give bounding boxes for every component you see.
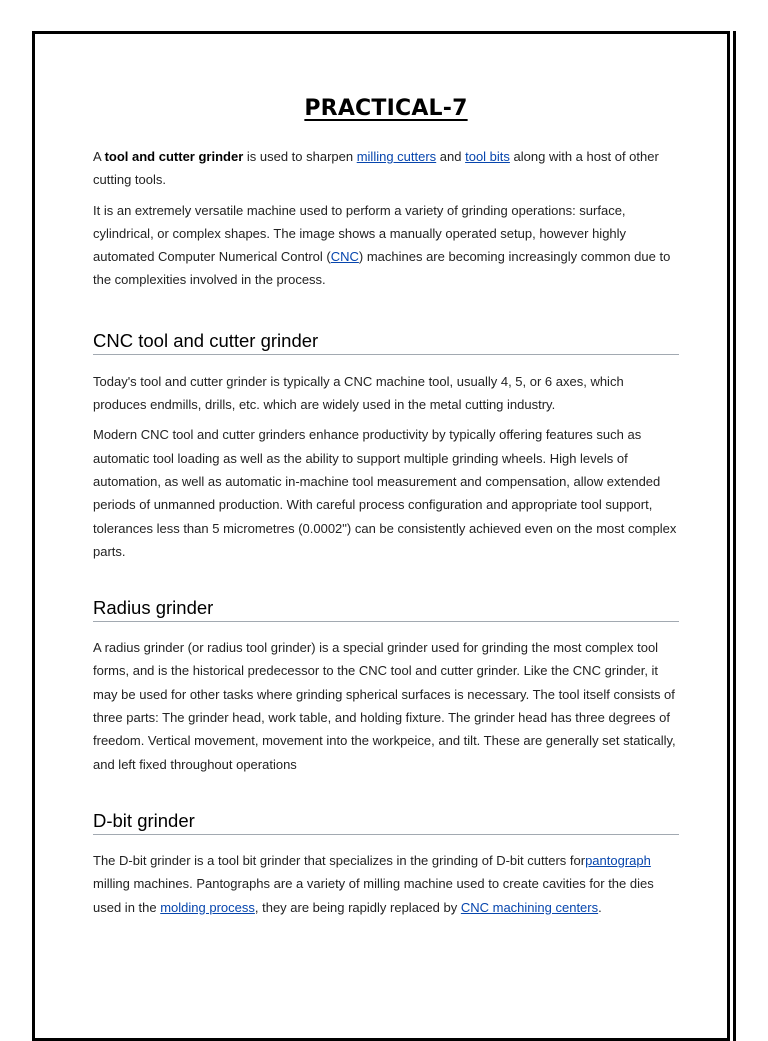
text-run: .	[598, 899, 602, 915]
link-cnc[interactable]: CNC	[330, 249, 359, 265]
text-run: is used to sharpen	[243, 149, 357, 164]
cnc-paragraph-1: Today's tool and cutter grinder is typically a CNC machine tool, usually 4, 5, or 6 axes, which produces endmills, drills, etc. which are widely used in the metal cutting industry.	[93, 373, 624, 413]
bold-term: tool and cutter grinder	[104, 149, 244, 164]
text-run: ) machines are becoming increasingly common due to the complexities involved in the process.	[93, 249, 671, 288]
link-molding-process[interactable]: molding process	[160, 899, 255, 915]
link-cnc-machining-centers[interactable]: CNC machining centers	[460, 899, 599, 915]
document-body	[93, 96, 679, 926]
section-heading-radius: Radius grinder	[93, 597, 679, 622]
link-tool-bits[interactable]: tool bits	[465, 149, 510, 164]
cnc-paragraph-2: Modern CNC tool and cutter grinders enhance productivity by typically offering features such as automatic tool loading as well as the ability to support multiple grinding wheels. High levels of automation, as well as automatic in-machine tool measurement and compensation, allow extended periods of unmanned production. With careful process configuration and appropriate tool support, tolerances less than 5 micrometres (0.0002") can be consistently achieved even on the most complex parts.	[93, 427, 677, 559]
text-run: , they are being rapidly replaced by	[254, 899, 461, 915]
section-heading-cnc: CNC tool and cutter grinder	[93, 330, 679, 355]
page-title: PRACTICAL-7	[304, 96, 468, 121]
text-run: The D-bit grinder is a tool bit grinder that specializes in the grinding of D-bit cutters for	[93, 852, 586, 868]
text-run: along with a host of other cutting tools.	[93, 149, 659, 188]
intro-paragraph-2	[93, 199, 679, 292]
text-run: A	[93, 149, 105, 164]
text-run: and	[436, 149, 466, 164]
dbit-paragraph	[93, 849, 679, 919]
text-run: milling machines. Pantographs are a variety of milling machine used to create cavities for the dies used in the	[93, 876, 654, 915]
text-run: It is an extremely versatile machine used to perform a variety of grinding operations: surface, cylindrical, or complex shapes. The image shows a manually operated setup, however highly automated Computer Numerical Control (	[93, 202, 627, 265]
link-milling-cutters[interactable]: milling cutters	[356, 149, 437, 164]
section-heading-dbit: D-bit grinder	[93, 810, 679, 835]
link-pantograph[interactable]: pantograph	[585, 852, 651, 868]
intro-paragraph-1	[93, 145, 679, 192]
radius-paragraph: A radius grinder (or radius tool grinder) is a special grinder used for grinding the most complex tool forms, and is the historical predecessor to the CNC tool and cutter grinder. Like the CNC grinder, it may be used for other tasks where grinding spherical surfaces is necessary. The tool itself consists of three parts: The grinder head, work table, and holding fixture. The grinder head has three degrees of freedom. Vertical movement, movement into the workpeice, and tilt. These are generally set statically, and left fixed throughout operations	[93, 640, 676, 772]
